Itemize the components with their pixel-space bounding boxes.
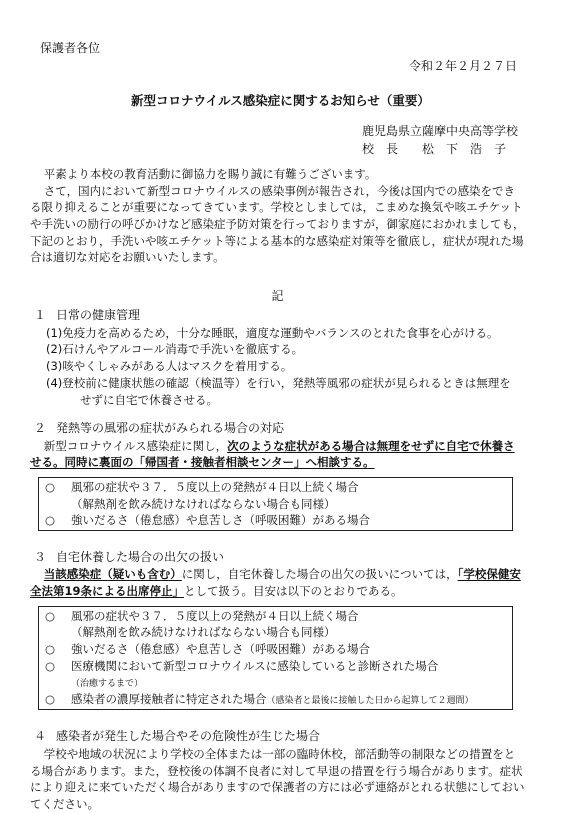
section-2-text-plain: 新型コロナウイルス感染症に関し， [43, 438, 228, 453]
principal-line [362, 140, 518, 158]
sender-block [362, 122, 518, 158]
section-2-symptom-box [38, 477, 513, 531]
section-2-number: ２ [34, 421, 47, 436]
section-1-item-3: (3)咳やくしゃみがある人はマスクを着用する。 [46, 359, 293, 374]
circle-mark-icon: ○ [45, 658, 56, 673]
section-3-box-row-2: ○ 強いだるさ（倦怠感）や息苦しさ（呼吸困難）がある場合 [45, 642, 370, 656]
section-2-box-row-2: ○ 強いだるさ（倦怠感）や息苦しさ（呼吸困難）がある場合 [45, 513, 370, 528]
school-name: 鹿児島県立薩摩中央高等学校 [362, 124, 519, 138]
section-1-title: 日常の健康管理 [56, 308, 141, 323]
intro-paragraph-1: 平素より本校の教育活動に御協力を賜り誠に有難うございます。 [43, 167, 377, 181]
section-2-box-sub: （解熱剤を飲み続けなければならない場合も同様） [71, 496, 336, 511]
intro-paragraph-2: さて，国内において新型コロナウイルスの感染事例が報告され，今後は国内での感染をできる限り抑えることが重要になってきています。学校としましては，こまめな換気や咳エチケットや手洗いの励行の呼びかけなど感染症予防対策を行っておりますが，御家庭におかれましても，下記のとおり，手洗いや咳エチケット等による基本的な感染症対策等を徹底し，症状が現れた場合は適切な対応をお願いいたします。 [30, 183, 525, 265]
section-3-box-row-3: ○ 医療機関において新型コロナウイルスに感染していると診断された場合（治癒するまで） [45, 658, 506, 692]
section-2-text-emphasis: 次のような症状がある場合は無理をせずに自宅で休養させる。同時に裏面の「帰国者・接触者相談センター」へ相談する。 [30, 438, 515, 470]
section-3-box-sub: （解熱剤を飲み続けなければならない場合も同様） [71, 625, 336, 640]
circle-mark-icon: ○ [45, 513, 56, 528]
circle-mark-icon: ○ [45, 479, 56, 494]
section-1-number: １ [34, 308, 47, 323]
section-4-title: 感染者が発生した場合やその危険性が生じた場合 [56, 729, 321, 744]
section-3-absence-box [38, 606, 513, 711]
section-3-title: 自宅休養した場合の出欠の扱い [56, 549, 225, 564]
circle-mark-icon: ○ [45, 642, 56, 656]
section-2-text [30, 438, 525, 471]
section-4-number: ４ [34, 729, 47, 744]
notice-body [30, 166, 525, 813]
section-4-heading [30, 728, 525, 745]
section-2-heading [30, 420, 525, 437]
notice-title: 新型コロナウイルス感染症に関するお知らせ（重要） [131, 93, 430, 108]
section-1-item-4-cont: せずに自宅で休養させる。 [80, 392, 218, 407]
circle-mark-icon: ○ [45, 608, 56, 623]
section-3-number: ３ [34, 549, 47, 564]
section-1-heading [30, 307, 525, 324]
section-2-box-row-1: ○ 風邪の症状や３７．５度以上の発熱が４日以上続く場合 [45, 479, 359, 494]
section-3-box-row-4: ○ 感染者の濃厚接触者に特定された場合（感染者と最後に接触した日から起算して２週間） [45, 691, 506, 708]
section-1-item-4: (4)登校前に健康状態の確認（検温等）を行い，発熱等風邪の症状が見られるときは無理を [46, 375, 511, 390]
section-1-item-2: (2)石けんやアルコール消毒で手洗いを徹底する。 [46, 342, 304, 357]
section-3-text: 当該感染症（疑いも含む）に関し，自宅休養した場合の出欠の扱いについては，「学校保健安全法第19条による出席停止」として扱う。目安は以下のとおりである。 [30, 567, 521, 598]
section-4-text: 学校や地域の状況により学校の全体または一部の臨時休校，部活動等の制限などの措置をとる場合があります。また，登校後の体調不良者に対して早退の措置を行う場合があります。症状により迎えに来ていただく場合がありますので保護者の方には必ず連絡がとれる状態にしておいてください。 [30, 746, 525, 811]
section-3-box-row-1: ○ 風邪の症状や３７．５度以上の発熱が４日以上続く場合 [45, 608, 359, 623]
section-2-title: 発熱等の風邪の症状がみられる場合の対応 [56, 421, 285, 436]
section-1-item-1: (1)免疫力を高めるため，十分な睡眠，適度な運動やバランスのとれた食事を心がける。 [46, 325, 499, 340]
notice-date: 令和２年２月２７日 [408, 59, 517, 73]
section-3-heading [30, 549, 525, 566]
ki-heading: 記 [271, 289, 284, 304]
principal-name: 松 下 浩 子 [422, 142, 507, 156]
addressee: 保護者各位 [40, 41, 101, 55]
principal-role: 校 長 [362, 142, 399, 156]
circle-mark-icon: ○ [45, 692, 56, 707]
